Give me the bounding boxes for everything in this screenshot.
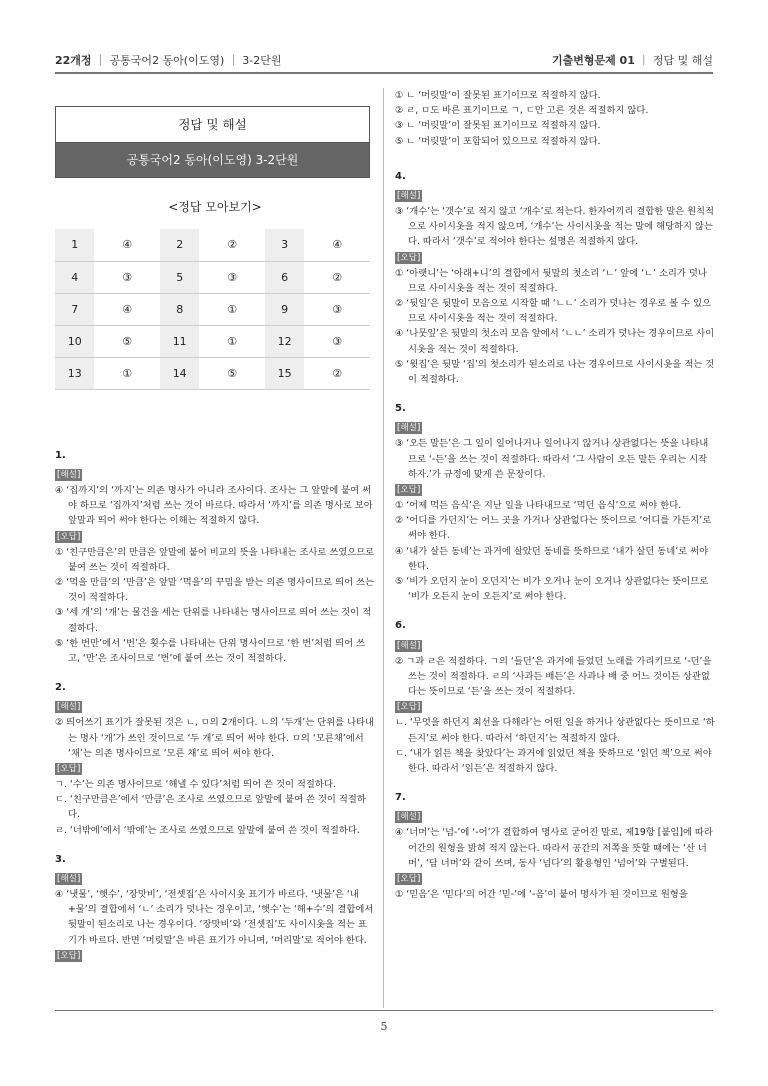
wrong-answer-tag: [오답] [397,485,421,496]
header-edition: 22개정 [55,54,92,67]
wrong-answer-item: ④ ‘내가 살든 동네’는 과거에 살았던 동네를 뜻하므로 ‘내가 살던 동네’로 써야 한다. [395,545,709,572]
question-number: 6. [395,620,406,632]
answer-choice: ⑤ [199,357,265,389]
wrong-answer-item: ① ‘어제 먹든 음식’은 지난 일을 나타내므로 ‘먹던 음식’으로 써야 한다. [395,500,682,512]
answer-row [55,293,370,325]
wrong-answer-tag: [오답] [397,873,421,884]
wrong-answer-item: ㄴ. ‘무엇을 하던지 최선을 다해라’는 어떤 일을 하거나 상관없다는 뜻이므로 ‘하든지’로 써야 한다. 따라서 ‘하던지’는 적절하지 않다. [395,717,715,744]
answer-row [55,261,370,293]
answer-choice: ⑤ [94,325,160,357]
header-section: ｜ 정답 및 해설 [638,54,713,67]
wrong-answer-tag: [오답] [57,950,81,961]
question-number: 3. [55,853,66,865]
answer-number: 5 [160,261,199,293]
answer-number: 4 [55,261,94,293]
explanation-text: ② ㄱ과 ㄹ은 적절하다. ㄱ의 ‘들던’은 과거에 들었던 노래를 가리키므로 ‘-던’을 쓰는 것이 적절하다. ㄹ의 ‘사과든 배든’은 사과나 배 중 어느 것이든 상관없다는 뜻이므로 ‘든’을 쓰는 것이 적절하다. [395,655,712,698]
question-number: 4. [395,170,406,182]
wrong-answer-item: ③ ‘세 개’의 ‘개’는 물건을 세는 단위를 나타내는 명사이므로 띄어 쓰는 것이 적절하다. [55,607,372,634]
answer-number: 15 [265,357,304,389]
page-number: 5 [380,1020,388,1033]
header-right [552,52,713,68]
header-doc-title: 기출변형문제 01 [551,54,635,67]
explanation-text: ② 띄어쓰기 표기가 잘못된 것은 ㄴ, ㅁ의 2개이다. ㄴ의 ‘두개’는 단위를 나타내는 명사 ‘개’가 쓰인 것이므로 ‘두 개’로 띄어 써야 한다. ㅁ의 ‘모른채’에서 ‘채’는 의존 명사이므로 ‘모른 채’로 띄어 써야 한다. [55,717,375,759]
question-block [395,169,715,387]
question-block [55,852,375,964]
answer-number: 7 [55,293,94,325]
answer-choice: ① [94,357,160,389]
answer-number: 11 [160,325,199,357]
header-course: ｜ 공통국어2 동아(이도영) ｜ 3-2단원 [95,54,282,67]
answer-number: 6 [265,261,304,293]
answer-choice: ① [199,325,265,357]
answer-number: 8 [160,293,199,325]
header-left [55,52,281,68]
answer-number: 1 [55,229,94,261]
wrong-answer-item: ㄷ. ‘내가 읽든 책을 찾았다’는 과거에 읽었던 책을 뜻하므로 ‘읽던 책’으로 써야 한다. 따라서 ‘읽든’은 적절하지 않다. [395,747,712,774]
answer-number: 13 [55,357,94,389]
footer-divider [55,1010,713,1011]
wrong-answer-item: ⑤ ㄴ ‘머릿말’이 포함되어 있으므로 적절하지 않다. [395,135,601,147]
answer-number: 12 [265,325,304,357]
page-subtitle: 공통국어2 동아(이도영) 3-2단원 [56,143,369,177]
answer-choice: ② [304,261,370,293]
header-divider [55,72,713,74]
answer-number: 3 [265,229,304,261]
answer-row [55,325,370,357]
page-title: 정답 및 해설 [56,107,369,143]
answer-choice: ② [304,357,370,389]
answer-summary-title: <정답 모아보기> [168,200,262,214]
explanation-text: ④ ‘너머’는 ‘넘-’에 ‘-어’가 결합하여 명사로 굳어진 말로, 제19항 [붙임]에 따라 어간의 원형을 밝혀 적지 않는다. 따라서 공간의 저쪽을 뜻할 때에는 ‘산 너머’, ‘담 너머’와 같이 쓰며, 동사 ‘넘다’의 활용형인 ‘넘어’와 구별된다. [395,827,713,869]
answer-choice: ③ [304,325,370,357]
left-column [55,106,375,978]
explanation-tag: [해설] [57,873,81,884]
page-header [55,48,713,70]
wrong-answer-item: ② ㄹ, ㅁ도 바른 표기이므로 ㄱ, ㄷ만 고른 것은 적절하지 않다. [395,105,649,117]
wrong-answer-tag: [오답] [57,763,81,774]
question-number: 2. [55,682,66,694]
wrong-answer-item: ④ ‘나뭇잎’은 뒷말의 첫소리 모음 앞에서 ‘ㄴㄴ’ 소리가 덧나는 경우이므로 사이시옷을 적는 것이 적절하다. [395,328,715,355]
title-box [55,106,370,178]
wrong-answer-item: ㄱ. ‘수’는 의존 명사이므로 ‘해낼 수 있다’처럼 띄어 쓴 것이 적절하다. [55,778,336,790]
explanation-text: ④ ‘냇물’, ‘햇수’, ‘장맛비’, ‘전셋집’은 사이시옷 표기가 바르다. ‘냇물’은 ‘내+물’의 결합에서 ‘ㄴ’ 소리가 덧나는 경우이고, ‘햇수’는 ‘해+수’의 결합에서 뒷말이 된소리로 나는 경우이다. ‘장맛비’와 ‘전셋집’도 사이시옷을 적는 표기가 바르다. 반면 ‘머릿말’은 바른 표기가 아니며, ‘머리말’로 적어야 한다. [55,888,374,946]
question-number: 7. [395,792,406,804]
answer-table [55,229,370,390]
wrong-answer-tag: [오답] [57,531,81,542]
wrong-answer-item: ② ‘뒷일’은 뒷말이 모음으로 시작할 때 ‘ㄴㄴ’ 소리가 덧나는 경우로 볼 수 있으므로 사이시옷을 적는 것이 적절하다. [395,298,712,325]
explanation-text: ④ ‘집까지’의 ‘까지’는 의존 명사가 아니라 조사이다. 조사는 그 앞말에 붙여 써야 하므로 ‘집까지’처럼 쓰는 것이 바르다. 따라서 ‘까지’를 의존 명사로 보아 앞말과 띄어 써야 한다는 이해는 적절하지 않다. [55,484,373,527]
answer-number: 2 [160,229,199,261]
wrong-answer-item: ① ‘아랫니’는 ‘아래+니’의 결합에서 뒷말의 첫소리 ‘ㄴ’ 앞에 ‘ㄴ’ 소리가 덧나므로 사이시옷을 적는 것이 적절하다. [395,267,707,294]
wrong-answer-item: ② ‘어디를 가던지’는 어느 곳을 가거나 상관없다는 뜻이므로 ‘어디를 가든지’로 써야 한다. [395,515,712,542]
answer-number: 10 [55,325,94,357]
answer-choice: ③ [94,261,160,293]
answer-choice: ③ [199,261,265,293]
question-block [55,680,375,838]
question-block [55,448,375,666]
wrong-answer-tag: [오답] [397,252,421,263]
wrong-answer-item: ㄹ. ‘너밖에’에서 ‘밖에’는 조사로 쓰였으므로 앞말에 붙여 쓴 것이 적절하다. [55,824,360,836]
explanation-tag: [해설] [57,702,81,713]
explanation-tag: [해설] [397,191,421,202]
answer-number: 14 [160,357,199,389]
question-block [395,618,715,776]
answer-choice: ③ [304,293,370,325]
wrong-answer-item: ① ‘친구만큼은’의 만큼은 앞말에 붙어 비교의 뜻을 나타내는 조사로 쓰였으므로 붙여 쓰는 것이 적절하다. [55,546,375,573]
answer-choice: ④ [94,293,160,325]
wrong-answer-item: ② ‘먹을 만큼’의 ‘만큼’은 앞말 ‘먹을’의 꾸밈을 받는 의존 명사이므로 띄어 쓰는 것이 적절하다. [55,576,375,604]
answer-row [55,357,370,389]
question-block [395,790,715,902]
wrong-answer-item: ㄷ. ‘친구만큼은’에서 ‘만큼’은 조사로 쓰였으므로 앞말에 붙여 쓴 것이 적절하다. [55,794,366,821]
answer-row [55,229,370,261]
answer-choice: ④ [94,229,160,261]
explanation-tag: [해설] [57,469,81,480]
explanation-tag: [해설] [397,423,421,434]
question-3-wrong-continued [395,88,715,149]
wrong-answer-item: ⑤ ‘비가 오던지 눈이 오던지’는 비가 오거나 눈이 오거나 상관없다는 뜻이므로 ‘비가 오든지 눈이 오든지’로 써야 한다. [395,576,709,603]
answer-choice: ② [199,229,265,261]
question-block [395,401,715,604]
explanation-tag: [해설] [397,812,421,823]
answer-choice: ④ [304,229,370,261]
column-divider [383,88,384,1008]
question-number: 5. [395,403,406,415]
wrong-answer-item: ① ‘믿음’은 ‘믿다’의 어간 ‘믿-’에 ‘-음’이 붙어 명사가 된 것이므로 원형을 [395,888,688,900]
right-column [395,88,715,916]
wrong-answer-item: ⑤ ‘윗집’은 뒷말 ‘집’의 첫소리가 된소리로 나는 경우이므로 사이시옷을 적는 것이 적절하다. [395,358,715,386]
wrong-answer-item: ⑤ ‘한 번만’에서 ‘번’은 횟수를 나타내는 단위 명사이므로 ‘한 번’처럼 띄어 쓰고, ‘만’은 조사이므로 ‘번’에 붙여 쓰는 것이 적절하다. [55,637,366,664]
explanation-text: ③ ‘오든 말든’은 그 일이 일어나거나 일어나지 않거나 상관없다는 뜻을 나타내므로 ‘-든’을 쓰는 것이 적절하다. 따라서 ‘그 사람이 오든 말든 우리는 시작하자.’가 규정에 맞게 쓴 문장이다. [395,438,709,480]
question-number: 1. [55,449,66,461]
wrong-answer-tag: [오답] [397,702,421,713]
explanation-text: ③ ‘개수’는 ‘갯수’로 적지 않고 ‘개수’로 적는다. 한자어끼리 결합한 말은 원칙적으로 사이시옷을 적지 않으며, ‘개수’는 사이시옷을 적는 말에 해당하지 않는다. 따라서 ‘갯수’로 적어야 한다는 설명은 적절하지 않다. [395,206,715,248]
explanation-tag: [해설] [397,640,421,651]
answer-number: 9 [265,293,304,325]
answer-choice: ① [199,293,265,325]
wrong-answer-item: ① ㄴ ‘머릿말’이 잘못된 표기이므로 적절하지 않다. [395,90,601,101]
right-questions [395,169,715,902]
wrong-answer-item: ③ ㄴ ‘머릿말’이 잘못된 표기이므로 적절하지 않다. [395,120,601,132]
left-questions [55,448,375,964]
